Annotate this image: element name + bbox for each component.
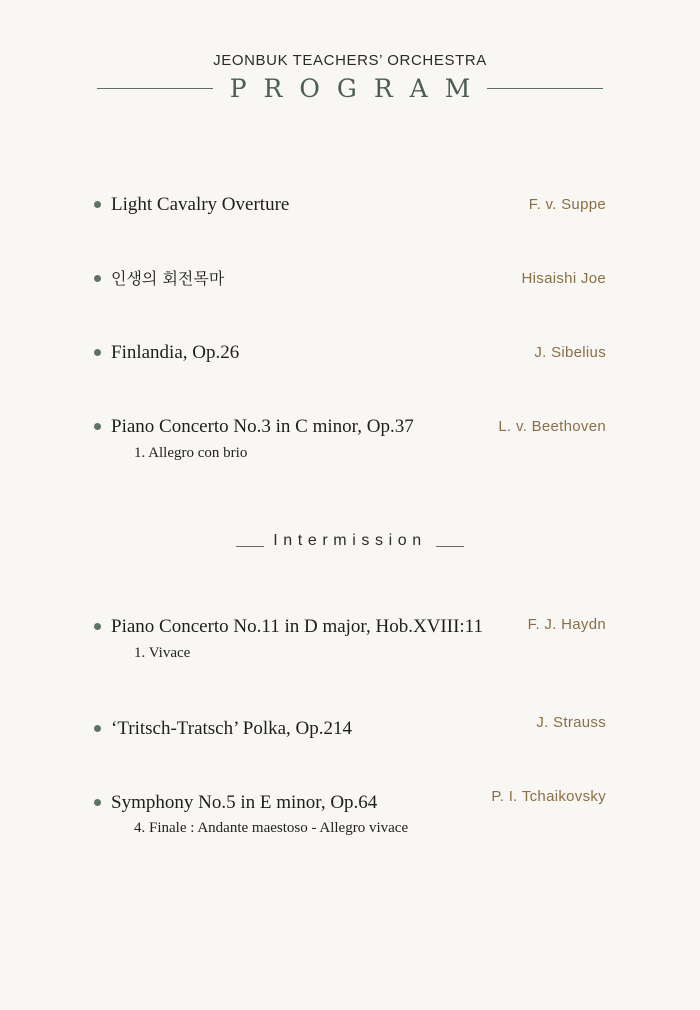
piece-title: Symphony No.5 in E minor, Op.64: [111, 792, 378, 813]
program-title-row: [97, 74, 603, 104]
intermission-rule-right: [436, 546, 464, 547]
program-title: PROGRAM: [229, 74, 488, 103]
piece-title: Finlandia, Op.26: [111, 342, 240, 363]
bullet-icon: [94, 423, 101, 430]
bullet-icon: [94, 349, 101, 356]
piece-title: Light Cavalry Overture: [111, 194, 290, 215]
piece-title: Piano Concerto No.3 in C minor, Op.37: [111, 416, 414, 437]
piece-title: 인생의 회전목마: [111, 269, 225, 288]
bullet-icon: [94, 799, 101, 806]
composer-name: Hisaishi Joe: [521, 270, 606, 287]
movement-label: 4. Finale : Andante maestoso - Allegro vivace: [134, 820, 409, 836]
composer-name: P. I. Tchaikovsky: [491, 788, 606, 805]
bullet-icon: [94, 275, 101, 282]
intermission-divider: [0, 530, 700, 554]
piece-title: Piano Concerto No.11 in D major, Hob.XVIII:11: [111, 616, 483, 637]
composer-name: J. Sibelius: [534, 344, 606, 361]
bullet-icon: [94, 623, 101, 630]
composer-name: J. Strauss: [536, 714, 606, 731]
intermission-label: Intermission: [273, 532, 427, 549]
piece-title: ‘Tritsch-Tratsch’ Polka, Op.214: [111, 718, 353, 739]
composer-name: F. v. Suppe: [528, 196, 606, 213]
bullet-icon: [94, 725, 101, 732]
movement-label: 1. Allegro con brio: [134, 445, 248, 461]
orchestra-name: JEONBUK TEACHERS’ ORCHESTRA: [213, 52, 487, 69]
bullet-icon: [94, 201, 101, 208]
title-rule-right: [487, 88, 603, 89]
composer-name: F. J. Haydn: [527, 616, 606, 633]
movement-label: 1. Vivace: [134, 645, 191, 661]
composer-name: L. v. Beethoven: [498, 418, 606, 435]
